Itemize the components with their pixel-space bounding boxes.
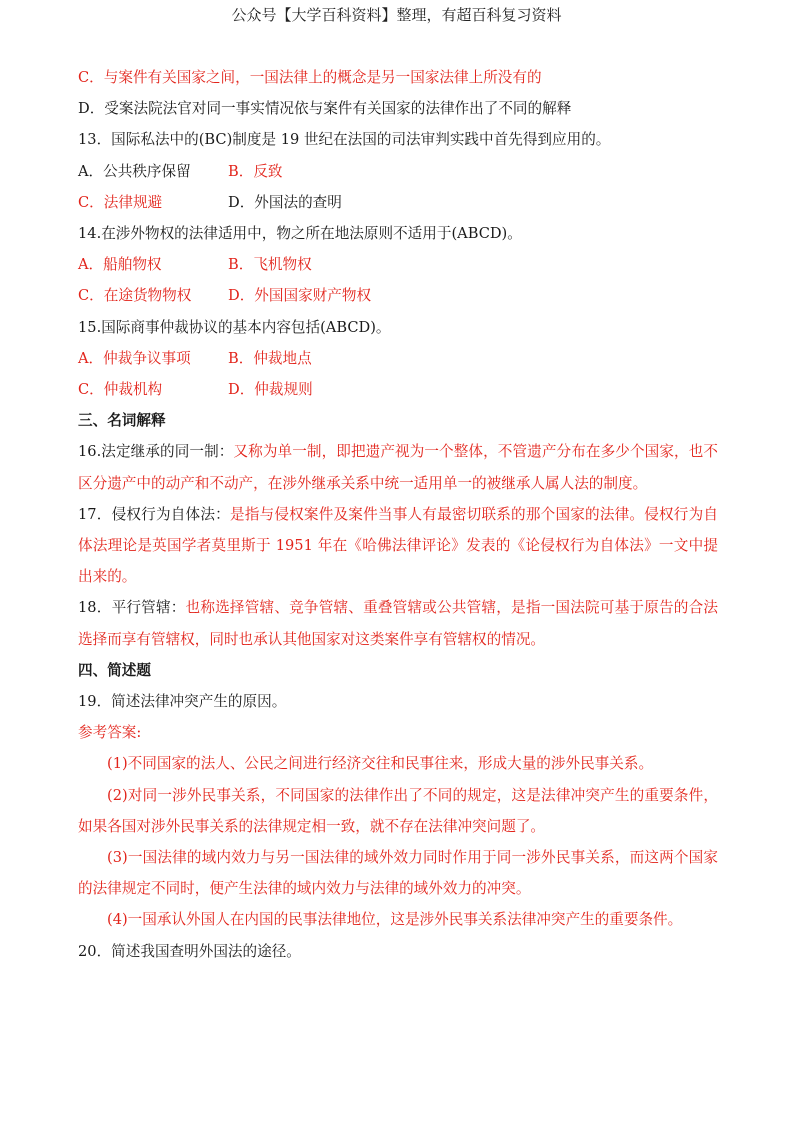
- document-body: [78, 62, 718, 967]
- q16-term: 16.法定继承的同一制：: [78, 443, 234, 461]
- page-header: 公众号【大学百科资料】整理，有超百科复习资料: [231, 6, 562, 24]
- q17-answer: 是指与侵权案件及案件当事人有最密切联系的那个国家的法律。侵权行为自体法理论是英国学者莫里斯于 1951 年在《哈佛法律评论》发表的《论侵权行为自体法》一文中提出来的。: [78, 505, 718, 586]
- q14-option-b: B．飞机物权: [228, 256, 312, 274]
- q14-options-row-1: [78, 249, 718, 280]
- q15-options-row-2: [78, 374, 718, 405]
- q14-stem: 14.在涉外物权的法律适用中，物之所在地法原则不适用于(ABCD)。: [78, 225, 522, 243]
- q17-term: 17．侵权行为自体法：: [78, 505, 230, 523]
- q19-stem: 19．简述法律冲突产生的原因。: [78, 693, 287, 711]
- q19-answer-point-1: (1)不同国家的法人、公民之间进行经济交往和民事往来，形成大量的涉外民事关系。: [107, 755, 654, 773]
- q14-option-c: C．在途货物物权: [78, 287, 192, 305]
- q17-definition: [78, 499, 718, 593]
- section-heading-short-answer: 四、简述题: [78, 661, 151, 679]
- q20-stem: 20．简述我国查明外国法的途径。: [78, 942, 301, 960]
- q13-option-a: A．公共秩序保留: [78, 162, 191, 180]
- q15-options-row-1: [78, 343, 718, 374]
- q19-reference-label: 参考答案:: [78, 724, 142, 742]
- q19-answer-point-4: (4)一国承认外国人在内国的民事法律地位，这是涉外民事关系法律冲突产生的重要条件。: [107, 911, 683, 929]
- q19-answer-point-2: (2)对同一涉外民事关系，不同国家的法律作出了不同的规定，这是法律冲突产生的重要条件，如果各国对涉外民事关系的法律规定相一致，就不存在法律冲突问题了。: [78, 786, 718, 835]
- q14-option-d: D．外国国家财产物权: [228, 287, 372, 305]
- q13-option-c: C．法律规避: [78, 193, 163, 211]
- q13-options-row-2: [78, 187, 718, 218]
- q13-option-d: D．外国法的查明: [228, 193, 342, 211]
- q19-answer-point-3: (3)一国法律的域内效力与另一国法律的域外效力同时作用于同一涉外民事关系，而这两个国家的法律规定不同时，便产生法律的域内效力与法律的域外效力的冲突。: [78, 849, 718, 898]
- q16-definition: [78, 436, 718, 498]
- q15-option-b: B．仲裁地点: [228, 349, 312, 367]
- q18-term: 18．平行管辖：: [78, 599, 186, 617]
- q13-stem: 13．国际私法中的(BC)制度是 19 世纪在法国的司法审判实践中首先得到应用的。: [78, 131, 611, 149]
- q15-option-c: C．仲裁机构: [78, 381, 163, 399]
- q15-stem: 15.国际商事仲裁协议的基本内容包括(ABCD)。: [78, 318, 391, 336]
- q12-option-d: D．受案法院法官对同一事实情况依与案件有关国家的法律作出了不同的解释: [78, 100, 572, 118]
- q15-option-a: A．仲裁争议事项: [78, 349, 191, 367]
- q16-answer: 又称为单一制，即把遗产视为一个整体，不管遗产分布在多少个国家，也不区分遗产中的动产和不动产，在涉外继承关系中统一适用单一的被继承人属人法的制度。: [78, 443, 718, 492]
- q18-answer: 也称选择管辖、竞争管辖、重叠管辖或公共管辖，是指一国法院可基于原告的合法选择而享有管辖权，同时也承认其他国家对这类案件享有管辖权的情况。: [78, 599, 718, 648]
- q14-options-row-2: [78, 280, 718, 311]
- q18-definition: [78, 592, 718, 654]
- q12-option-c: C．与案件有关国家之间，一国法律上的概念是另一国家法律上所没有的: [78, 69, 542, 86]
- q15-option-d: D．仲裁规则: [228, 381, 313, 399]
- section-heading-terms: 三、名词解释: [78, 412, 166, 430]
- q14-option-a: A．船舶物权: [78, 256, 162, 274]
- q13-option-b: B．反致: [228, 162, 283, 180]
- q13-options-row-1: [78, 156, 718, 187]
